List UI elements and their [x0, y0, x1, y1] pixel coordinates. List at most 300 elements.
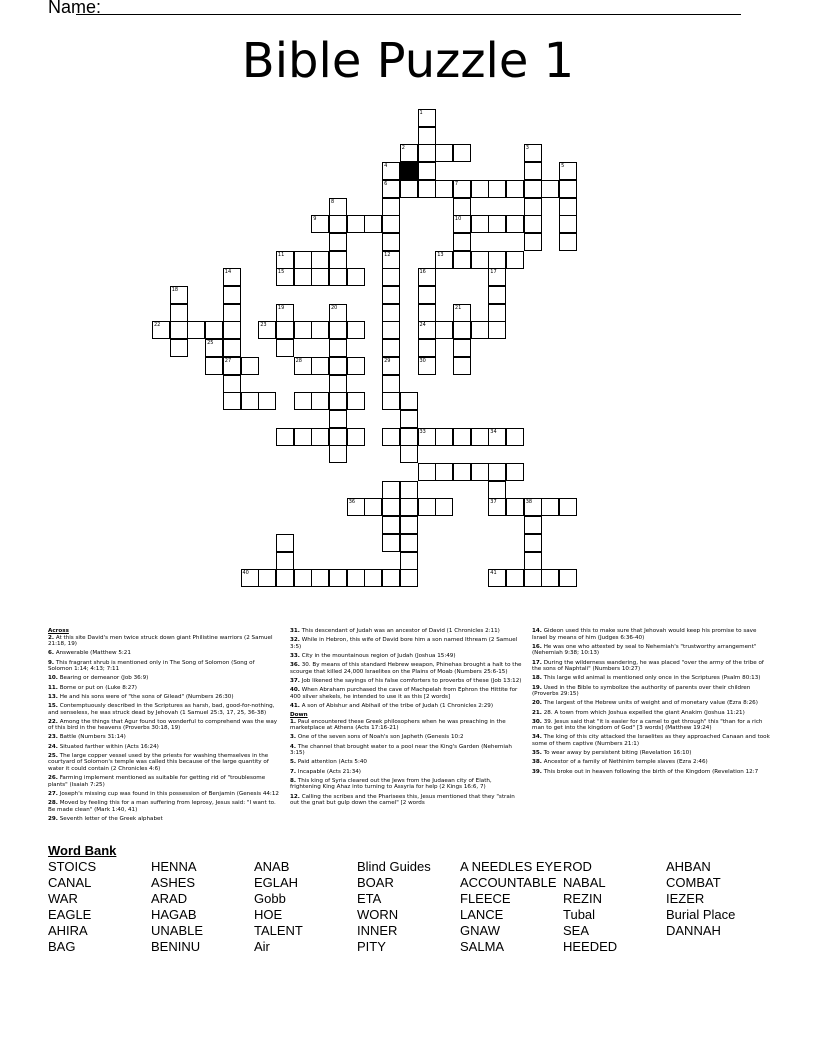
clue-item — [48, 650, 280, 657]
grid-cell[interactable] — [453, 144, 471, 162]
grid-cell[interactable] — [258, 569, 276, 587]
clue-item-number: 12. — [290, 793, 300, 800]
grid-cell[interactable] — [382, 516, 400, 534]
grid-cell[interactable] — [453, 198, 471, 216]
grid-cell[interactable] — [329, 304, 347, 322]
grid-cell[interactable] — [382, 498, 400, 516]
clue-item-number: 2. — [48, 634, 55, 641]
grid-cell[interactable] — [382, 392, 400, 410]
word-bank-entry: INNER — [357, 923, 398, 938]
clue-number: 30 — [419, 357, 426, 364]
grid-cell[interactable] — [382, 268, 400, 286]
word-bank-entry: ANAB — [254, 859, 290, 874]
grid-cell[interactable] — [400, 534, 418, 552]
word-bank-entry: ARAD — [151, 891, 188, 906]
clue-item-number: 40. — [290, 687, 300, 694]
grid-cell[interactable] — [488, 569, 506, 587]
grid-cell[interactable] — [364, 215, 382, 233]
clue-item-number: 4. — [290, 743, 297, 750]
clue-number: 2 — [401, 145, 405, 152]
grid-cell[interactable] — [524, 180, 542, 198]
grid-cell[interactable] — [276, 268, 294, 286]
grid-cell[interactable] — [524, 552, 542, 570]
grid-cell[interactable] — [294, 428, 312, 446]
clue-item-number: 32. — [290, 637, 300, 644]
grid-cell[interactable] — [329, 569, 347, 587]
grid-cell[interactable] — [506, 463, 524, 481]
grid-cell[interactable] — [382, 339, 400, 357]
grid-cell[interactable] — [329, 268, 347, 286]
clue-number: 34 — [490, 428, 497, 435]
clue-item-text: Situated farther within (Acts 16:24) — [59, 743, 159, 750]
clue-item-number: 33. — [290, 652, 300, 659]
clue-item-text: When Abraham purchased the cave of Machpelah from Ephron the Hittite for 400 silver shekels, he intended to use it as this [2 words] — [290, 687, 518, 700]
grid-cell[interactable] — [435, 180, 453, 198]
grid-cell[interactable] — [329, 410, 347, 428]
word-bank-entry: Air — [254, 939, 270, 954]
grid-cell[interactable] — [418, 268, 436, 286]
clue-item-text: This broke out in heaven following the birth of the Kingdom (Revelation 12:7 — [543, 768, 759, 775]
grid-cell[interactable] — [382, 428, 400, 446]
grid-cell[interactable] — [329, 215, 347, 233]
clue-item-text: Farming implement mentioned as suitable for getting rid of "troublesome plants" (Isaiah 7:25) — [48, 775, 266, 788]
grid-cell[interactable] — [329, 321, 347, 339]
word-bank-entry: SALMA — [460, 939, 505, 954]
clue-number: 19 — [277, 304, 285, 311]
word-bank-entry: SEA — [563, 923, 590, 938]
grid-cell[interactable] — [559, 180, 577, 198]
grid-cell[interactable] — [418, 144, 436, 162]
grid-cell[interactable] — [329, 357, 347, 375]
grid-cell[interactable] — [506, 180, 524, 198]
grid-cell[interactable] — [223, 268, 241, 286]
clue-item-text: City in the mountainous region of Judah (Joshua 15:49) — [301, 652, 456, 659]
grid-cell[interactable] — [223, 392, 241, 410]
grid-cell[interactable] — [435, 321, 453, 339]
clue-item — [48, 816, 280, 823]
grid-cell[interactable] — [488, 428, 506, 446]
grid-cell[interactable] — [311, 251, 329, 269]
grid-cell[interactable] — [187, 321, 205, 339]
grid-cell[interactable] — [329, 392, 347, 410]
grid-cell[interactable] — [382, 286, 400, 304]
grid-cell[interactable] — [559, 162, 577, 180]
grid-cell[interactable] — [223, 339, 241, 357]
grid-cell[interactable] — [170, 304, 188, 322]
grid-cell[interactable] — [453, 180, 471, 198]
clue-item — [532, 719, 770, 732]
grid-cell[interactable] — [435, 498, 453, 516]
grid-cell[interactable] — [329, 445, 347, 463]
grid-cell[interactable] — [152, 321, 170, 339]
word-bank-entry: ASHES — [151, 875, 196, 890]
grid-cell[interactable] — [524, 534, 542, 552]
grid-cell[interactable] — [364, 498, 382, 516]
clue-number: 12 — [384, 251, 391, 258]
clue-item-text: Calling the scribes and the Pharisees this, Jesus mentioned that they "strain out the gnat but gulp down the camel" [2 words — [290, 793, 515, 807]
clue-item-number: 1. — [290, 718, 297, 725]
grid-cell[interactable] — [311, 268, 329, 286]
grid-cell[interactable] — [223, 286, 241, 304]
grid-cell[interactable] — [400, 180, 418, 198]
grid-cell[interactable] — [347, 428, 365, 446]
grid-cell[interactable] — [506, 215, 524, 233]
grid-cell[interactable] — [382, 215, 400, 233]
grid-cell[interactable] — [170, 321, 188, 339]
grid-cell[interactable] — [223, 375, 241, 393]
black-square — [400, 162, 418, 180]
clue-item-number: 20. — [532, 700, 542, 707]
grid-cell[interactable] — [400, 481, 418, 499]
clue-number: 17 — [490, 269, 497, 276]
grid-cell[interactable] — [329, 198, 347, 216]
clue-item — [290, 719, 522, 732]
grid-cell[interactable] — [506, 569, 524, 587]
grid-cell[interactable] — [400, 144, 418, 162]
grid-cell[interactable] — [311, 215, 329, 233]
clue-number: 14 — [224, 269, 232, 276]
grid-cell[interactable] — [347, 498, 365, 516]
grid-cell[interactable] — [418, 339, 436, 357]
clue-item-number: 16. — [532, 643, 542, 650]
grid-cell[interactable] — [418, 357, 436, 375]
grid-cell[interactable] — [471, 463, 489, 481]
clue-item — [290, 678, 522, 685]
grid-cell[interactable] — [276, 321, 294, 339]
grid-cell[interactable] — [382, 357, 400, 375]
grid-cell[interactable] — [453, 215, 471, 233]
grid-cell[interactable] — [329, 251, 347, 269]
grid-cell[interactable] — [418, 428, 436, 446]
grid-cell[interactable] — [541, 180, 559, 198]
grid-cell[interactable] — [276, 251, 294, 269]
grid-cell[interactable] — [418, 109, 436, 127]
clue-item-text: To wear away by persistent biting (Revelation 16:10) — [543, 750, 692, 757]
grid-cell[interactable] — [329, 428, 347, 446]
word-bank-entry: HAGAB — [151, 907, 197, 922]
grid-cell[interactable] — [524, 569, 542, 587]
word-bank-entry: BOAR — [357, 875, 394, 890]
grid-cell[interactable] — [400, 516, 418, 534]
grid-cell[interactable] — [311, 321, 329, 339]
clue-item — [290, 759, 522, 766]
word-bank-entry: ACCOUNTABLE — [460, 875, 557, 890]
clue-item-number: 24. — [48, 743, 58, 750]
grid-cell[interactable] — [205, 357, 223, 375]
clue-item — [48, 685, 280, 692]
grid-cell[interactable] — [382, 375, 400, 393]
grid-cell[interactable] — [418, 498, 436, 516]
word-bank-entry: HEEDED — [563, 939, 618, 954]
word-bank-entry: COMBAT — [666, 875, 721, 890]
grid-cell[interactable] — [400, 410, 418, 428]
grid-cell[interactable] — [435, 144, 453, 162]
grid-cell[interactable] — [400, 392, 418, 410]
grid-cell[interactable] — [276, 552, 294, 570]
clue-item-text: 39. Jesus said that "it is easier for a camel to get through" this "than for a rich man to get into the kingdom of God" [3 words] (Matthew 19:24) — [532, 718, 763, 732]
clue-item-number: 41. — [290, 702, 300, 709]
grid-cell[interactable] — [453, 463, 471, 481]
grid-cell[interactable] — [559, 198, 577, 216]
word-bank-entry: Gobb — [254, 891, 286, 906]
word-bank-entry: ETA — [357, 891, 382, 906]
grid-cell[interactable] — [294, 569, 312, 587]
clue-item-text: Moved by feeling this for a man suffering from leprosy, Jesus said: "I want to. Be made clean" (Mark 1:40, 41) — [48, 800, 276, 813]
grid-cell[interactable] — [205, 321, 223, 339]
grid-cell[interactable] — [223, 321, 241, 339]
grid-cell[interactable] — [347, 215, 365, 233]
grid-cell[interactable] — [488, 463, 506, 481]
grid-cell[interactable] — [347, 392, 365, 410]
grid-cell[interactable] — [418, 286, 436, 304]
grid-cell[interactable] — [364, 569, 382, 587]
grid-cell[interactable] — [241, 569, 259, 587]
word-bank-entry: AHBAN — [666, 859, 711, 874]
grid-cell[interactable] — [418, 321, 436, 339]
clue-number: 33 — [419, 428, 426, 435]
grid-cell[interactable] — [400, 445, 418, 463]
word-bank-entry: DANNAH — [666, 923, 721, 938]
grid-cell[interactable] — [471, 428, 489, 446]
clue-item-number: 7. — [290, 768, 297, 775]
grid-cell[interactable] — [382, 481, 400, 499]
grid-cell[interactable] — [400, 552, 418, 570]
grid-cell[interactable] — [488, 251, 506, 269]
word-bank-entry: ROD — [563, 859, 592, 874]
clue-number: 27 — [224, 357, 232, 364]
grid-cell[interactable] — [329, 375, 347, 393]
grid-cell[interactable] — [453, 357, 471, 375]
clue-number: 25 — [207, 340, 214, 347]
grid-cell[interactable] — [276, 339, 294, 357]
grid-cell[interactable] — [418, 463, 436, 481]
clue-item-number: 3. — [290, 734, 297, 741]
grid-cell[interactable] — [170, 339, 188, 357]
grid-cell[interactable] — [488, 215, 506, 233]
clue-number: 21 — [454, 304, 462, 311]
grid-cell[interactable] — [400, 428, 418, 446]
grid-cell[interactable] — [453, 339, 471, 357]
grid-cell[interactable] — [453, 321, 471, 339]
clue-item-text: One of the seven sons of Noah's son Japheth (Genesis 10:2 — [297, 734, 464, 741]
word-bank-entry: IEZER — [666, 891, 705, 906]
grid-cell[interactable] — [524, 198, 542, 216]
grid-cell[interactable] — [382, 180, 400, 198]
across-heading: Across — [48, 628, 69, 634]
clue-item-number: 13. — [48, 693, 58, 700]
clue-item-text: Among the things that Agur found too wonderful to comprehend was the way of this bird in the heavens (Proverbs 30:18, 19) — [48, 718, 278, 732]
grid-cell[interactable] — [276, 534, 294, 552]
clue-item-text: This large wild animal is mentioned only once in the Scriptures (Psalm 80:13) — [543, 675, 761, 682]
grid-cell[interactable] — [223, 304, 241, 322]
grid-cell[interactable] — [170, 286, 188, 304]
grid-cell[interactable] — [541, 498, 559, 516]
grid-cell[interactable] — [258, 392, 276, 410]
clue-item — [290, 653, 522, 660]
grid-cell[interactable] — [488, 481, 506, 499]
grid-cell[interactable] — [347, 569, 365, 587]
grid-cell[interactable] — [471, 180, 489, 198]
grid-cell[interactable] — [524, 144, 542, 162]
clue-item-text: Seventh letter of the Greek alphabet — [59, 815, 163, 822]
name-label: Name: — [48, 0, 102, 17]
grid-cell[interactable] — [453, 304, 471, 322]
grid-cell[interactable] — [453, 428, 471, 446]
grid-cell[interactable] — [241, 392, 259, 410]
word-bank-entry: BAG — [48, 939, 76, 954]
grid-cell[interactable] — [276, 569, 294, 587]
grid-cell[interactable] — [471, 251, 489, 269]
grid-cell[interactable] — [329, 233, 347, 251]
grid-cell[interactable] — [418, 180, 436, 198]
grid-cell[interactable] — [506, 251, 524, 269]
clue-item-text: Ancestor of a family of Nethinim temple slaves (Ezra 2:46) — [543, 759, 708, 766]
word-bank-entry: NABAL — [563, 875, 606, 890]
clue-item — [290, 794, 522, 807]
grid-cell[interactable] — [223, 357, 241, 375]
grid-cell[interactable] — [329, 339, 347, 357]
grid-cell[interactable] — [382, 569, 400, 587]
page-title: Bible Puzzle 1 — [241, 33, 575, 89]
clue-item-number: 38. — [532, 759, 542, 766]
grid-cell[interactable] — [524, 516, 542, 534]
clue-item-text: The king of this city attacked the Israelites as they approached Canaan and took some of them captive (Numbers 21:1) — [532, 734, 770, 748]
clue-item — [532, 675, 770, 682]
grid-cell[interactable] — [294, 357, 312, 375]
grid-cell[interactable] — [488, 304, 506, 322]
clue-item-text: This descendant of Judah was an ancestor of David (1 Chronicles 2:11) — [301, 628, 500, 634]
clue-item-number: 19. — [532, 684, 542, 691]
grid-cell[interactable] — [453, 233, 471, 251]
grid-cell[interactable] — [559, 215, 577, 233]
grid-cell[interactable] — [471, 215, 489, 233]
grid-cell[interactable] — [435, 428, 453, 446]
grid-cell[interactable] — [294, 268, 312, 286]
grid-cell[interactable] — [311, 357, 329, 375]
clues-column-1 — [48, 628, 280, 825]
word-bank-entry: Blind Guides — [357, 859, 431, 874]
grid-cell[interactable] — [382, 321, 400, 339]
clue-item — [532, 685, 770, 698]
grid-cell[interactable] — [400, 498, 418, 516]
grid-cell[interactable] — [418, 162, 436, 180]
word-bank-entry: HENNA — [151, 859, 197, 874]
word-bank-entry: STOICS — [48, 859, 97, 874]
grid-cell[interactable] — [258, 321, 276, 339]
clue-item-text: Paid attention (Acts 5:40 — [297, 759, 367, 766]
clue-item — [48, 694, 280, 701]
clue-item-text: A son of Abishur and Abihail of the tribe of Judah (1 Chronicles 2:29) — [301, 702, 494, 709]
clue-item — [48, 734, 280, 741]
word-bank-entry: HOE — [254, 907, 283, 922]
grid-cell[interactable] — [435, 463, 453, 481]
grid-cell[interactable] — [559, 498, 577, 516]
grid-cell[interactable] — [418, 304, 436, 322]
clue-item — [290, 628, 522, 635]
grid-cell[interactable] — [559, 233, 577, 251]
grid-cell[interactable] — [541, 569, 559, 587]
grid-cell[interactable] — [294, 321, 312, 339]
clue-item-text: The largest of the Hebrew units of weight and of monetary value (Ezra 8:26) — [543, 700, 758, 707]
clue-item — [48, 775, 280, 788]
clue-item-number: 28. — [48, 800, 58, 807]
grid-cell[interactable] — [471, 321, 489, 339]
grid-cell[interactable] — [276, 428, 294, 446]
grid-cell[interactable] — [311, 428, 329, 446]
grid-cell[interactable] — [347, 321, 365, 339]
clue-item-number: 34. — [532, 734, 542, 741]
clue-item — [48, 791, 280, 798]
word-bank-entry: UNABLE — [151, 923, 204, 938]
grid-cell[interactable] — [506, 428, 524, 446]
word-bank-entry: EAGLE — [48, 907, 92, 922]
grid-cell[interactable] — [435, 251, 453, 269]
clue-item-number: 29. — [48, 815, 58, 822]
clue-item-number: 36. — [290, 662, 300, 669]
clue-number: 24 — [419, 322, 426, 329]
clue-item-number: 8. — [290, 777, 297, 784]
clue-item-number: 11. — [48, 684, 58, 691]
grid-cell[interactable] — [488, 286, 506, 304]
clue-item-text: 28. A town from which Joshua expelled the giant Anakim (Joshua 11:21) — [543, 709, 745, 716]
grid-cell[interactable] — [276, 304, 294, 322]
grid-cell[interactable] — [382, 233, 400, 251]
grid-cell[interactable] — [488, 321, 506, 339]
grid-cell[interactable] — [382, 534, 400, 552]
clue-item — [532, 700, 770, 707]
grid-cell[interactable] — [524, 162, 542, 180]
clue-item-text: Answerable (Matthew 5:21 — [55, 650, 131, 657]
grid-cell[interactable] — [382, 162, 400, 180]
clue-number: 40 — [242, 570, 249, 577]
grid-cell[interactable] — [488, 180, 506, 198]
clue-item-number: 21. — [532, 709, 542, 716]
grid-cell[interactable] — [524, 498, 542, 516]
word-bank-entry: WAR — [48, 891, 78, 906]
clue-item — [532, 628, 770, 641]
grid-cell[interactable] — [418, 127, 436, 145]
grid-cell[interactable] — [506, 498, 524, 516]
grid-cell[interactable] — [382, 251, 400, 269]
clue-item-number: 22. — [48, 718, 58, 725]
clue-item-number: 5. — [290, 759, 297, 766]
grid-cell[interactable] — [311, 569, 329, 587]
grid-cell[interactable] — [400, 569, 418, 587]
grid-cell[interactable] — [311, 392, 329, 410]
grid-cell[interactable] — [294, 392, 312, 410]
grid-cell[interactable] — [524, 233, 542, 251]
grid-cell[interactable] — [524, 215, 542, 233]
clue-item — [290, 637, 522, 650]
grid-cell[interactable] — [559, 569, 577, 587]
grid-cell[interactable] — [241, 357, 259, 375]
grid-cell[interactable] — [488, 268, 506, 286]
clue-number: 4 — [384, 163, 388, 170]
grid-cell[interactable] — [382, 304, 400, 322]
grid-cell[interactable] — [294, 251, 312, 269]
grid-cell[interactable] — [347, 268, 365, 286]
word-bank-entry: AHIRA — [48, 923, 88, 938]
clue-item-text: Incapable (Acts 21:34) — [297, 768, 361, 775]
clue-item — [532, 734, 770, 747]
grid-cell[interactable] — [382, 198, 400, 216]
grid-cell[interactable] — [347, 357, 365, 375]
grid-cell[interactable] — [205, 339, 223, 357]
grid-cell[interactable] — [453, 251, 471, 269]
grid-cell[interactable] — [488, 498, 506, 516]
clue-item-text: During the wilderness wandering, he was placed "over the army of the tribe of the sons of Naphtali" (Numbers 10:27) — [532, 659, 764, 673]
clue-item-text: This king of Syria cleared out the Jews from the Judaean city of Elath, frightening King Ahaz into turning to Assyria for help (2 Kings 16:6, 7) — [290, 777, 492, 791]
